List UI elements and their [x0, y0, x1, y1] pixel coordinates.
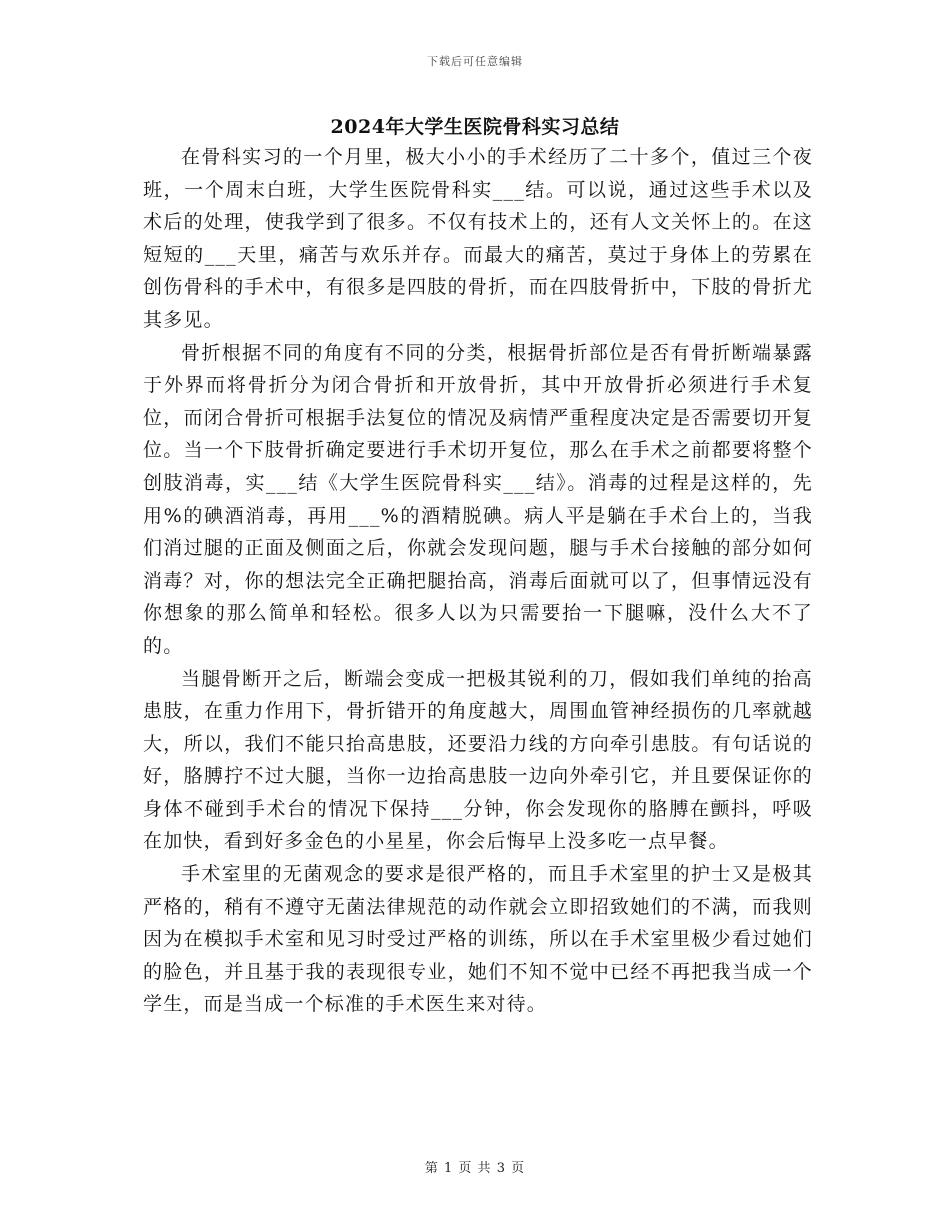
page-number-footer: 第 1 页 共 3 页: [424, 1161, 526, 1176]
paragraph-2: 骨折根据不同的角度有不同的分类，根据骨折部位是否有骨折断端暴露于外界而将骨折分为闭合骨折和开放骨折，其中开放骨折必须进行手术复位，而闭合骨折可根据手法复位的情况及病情严重程度决定是否需要切开复位。当一个下肢骨折确定要进行手术切开复位，那么在手术之前都要将整个创肢消毒，实___结《大学生医院骨科实___结》。消毒的过程是这样的，先用%的碘酒消毒，再用___%的酒精脱碘。病人平是躺在手术台上的，当我们消过腿的正面及侧面之后，你就会发现问题，腿与手术台接触的部分如何消毒？对，你的想法完全正确把腿抬高，消毒后面就可以了，但事情远没有你想象的那么简单和轻松。很多人以为只需要抬一下腿嘛，没什么大不了的。: [143, 341, 813, 657]
paragraph-1: 在骨科实习的一个月里，极大小小的手术经历了二十多个，值过三个夜班，一个周末白班，大学生医院骨科实___结。可以说，通过这些手术以及术后的处理，使我学到了很多。不仅有技术上的，还有人文关怀上的。在这短短的___天里，痛苦与欢乐并存。而最大的痛苦，莫过于身体上的劳累在创伤骨科的手术中，有很多是四肢的骨折，而在四肢骨折中，下肢的骨折尤其多见。: [143, 146, 813, 331]
paragraph-4: 手术室里的无菌观念的要求是很严格的，而且手术室里的护士又是极其严格的，稍有不遵守无菌法律规范的动作就会立即招致她们的不满，而我则因为在模拟手术室和见习时受过严格的训练，所以在手术室里极少看过她们的脸色，并且基于我的表现很专业，她们不知不觉中已经不再把我当成一个学生，而是当成一个标准的手术医生来对待。: [143, 863, 813, 1016]
document-title: 2024年大学生医院骨科实习总结: [330, 116, 620, 138]
page-header-note: 下载后可任意编辑: [427, 55, 523, 68]
document-body: [143, 141, 813, 1021]
paragraph-3: 当腿骨断开之后，断端会变成一把极其锐利的刀，假如我们单纯的抬高患肢，在重力作用下，骨折错开的角度越大，周围血管神经损伤的几率就越大，所以，我们不能只抬高患肢，还要沿力线的方向牵引患肢。有句话说的好，胳膊拧不过大腿，当你一边抬高患肢一边向外牵引它，并且要保证你的身体不碰到手术台的情况下保持___分钟，你会发现你的胳膊在颤抖，呼吸在加快，看到好多金色的小星星，你会后悔早上没多吃一点早餐。: [143, 667, 813, 853]
